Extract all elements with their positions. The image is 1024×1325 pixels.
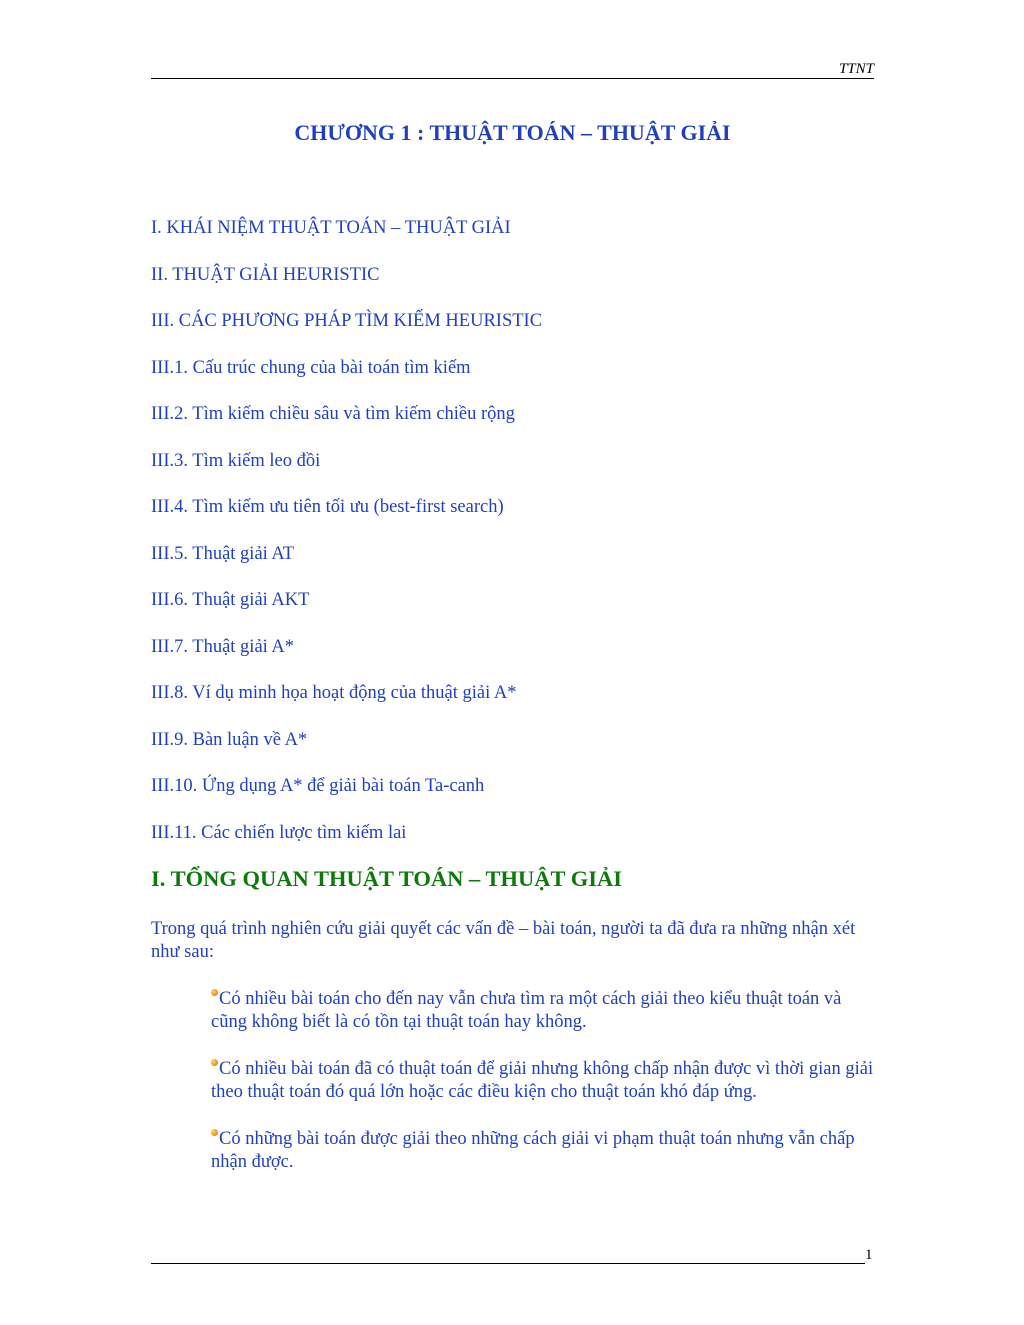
header-rule xyxy=(151,78,874,79)
toc-item: II. THUẬT GIẢI HEURISTIC xyxy=(151,264,380,285)
toc-item: III.1. Cấu trúc chung của bài toán tìm kiếm xyxy=(151,357,471,378)
toc-item: III.6. Thuật giải AKT xyxy=(151,590,310,610)
bullet-text: Có những bài toán được giải theo những cách giải vi phạm thuật toán nhưng vẫn chấp nhận được. xyxy=(211,1129,855,1172)
toc-item: I. KHÁI NIỆM THUẬT TOÁN – THUẬT GIẢI xyxy=(151,218,511,238)
page-number: 1 xyxy=(865,1247,873,1263)
orange-dot-icon xyxy=(211,989,218,996)
running-header: TTNT xyxy=(838,61,874,77)
table-of-contents xyxy=(151,216,542,867)
toc-item: III.5. Thuật giải AT xyxy=(151,543,295,564)
bullet-text: Có nhiều bài toán đã có thuật toán để giải nhưng không chấp nhận được vì thời gian giải theo thuật toán đó quá lớn hoặc các điều kiện cho thuật toán khó đáp ứng. xyxy=(211,1059,874,1102)
toc-item: III.9. Bàn luận về A* xyxy=(151,729,308,750)
bullet-item xyxy=(211,1058,876,1104)
toc-item: III.4. Tìm kiếm ưu tiên tối ưu (best-first search) xyxy=(151,497,504,517)
bullet-item xyxy=(211,1128,876,1174)
toc-item: III.11. Các chiến lược tìm kiếm lai xyxy=(151,822,407,843)
bullet-text: Có nhiều bài toán cho đến nay vẫn chưa tìm ra một cách giải theo kiểu thuật toán và cũng không biết là có tồn tại thuật toán hay không. xyxy=(211,989,842,1032)
toc-item: III.10. Ứng dụng A* để giải bài toán Ta-canh xyxy=(151,776,485,796)
toc-item: III.3. Tìm kiếm leo đồi xyxy=(151,450,321,471)
orange-dot-icon xyxy=(211,1129,218,1136)
bullet-item xyxy=(211,988,876,1034)
orange-dot-icon xyxy=(211,1059,218,1066)
chapter-title: CHƯƠNG 1 : THUẬT TOÁN – THUẬT GIẢI xyxy=(294,120,731,145)
toc-item: III.7. Thuật giải A* xyxy=(151,636,295,657)
toc-item: III. CÁC PHƯƠNG PHÁP TÌM KIẾM HEURISTIC xyxy=(151,311,543,331)
section-heading: I. TỔNG QUAN THUẬT TOÁN – THUẬT GIẢI xyxy=(151,866,622,891)
toc-item: III.2. Tìm kiếm chiều sâu và tìm kiếm chiều rộng xyxy=(151,404,515,424)
toc-item: III.8. Ví dụ minh họa hoạt động của thuật giải A* xyxy=(151,683,517,703)
footer-rule xyxy=(151,1263,865,1264)
intro-paragraph: Trong quá trình nghiên cứu giải quyết các vấn đề – bài toán, người ta đã đưa ra những nhận xét như sau: xyxy=(151,919,856,962)
bullet-list xyxy=(211,988,876,1198)
